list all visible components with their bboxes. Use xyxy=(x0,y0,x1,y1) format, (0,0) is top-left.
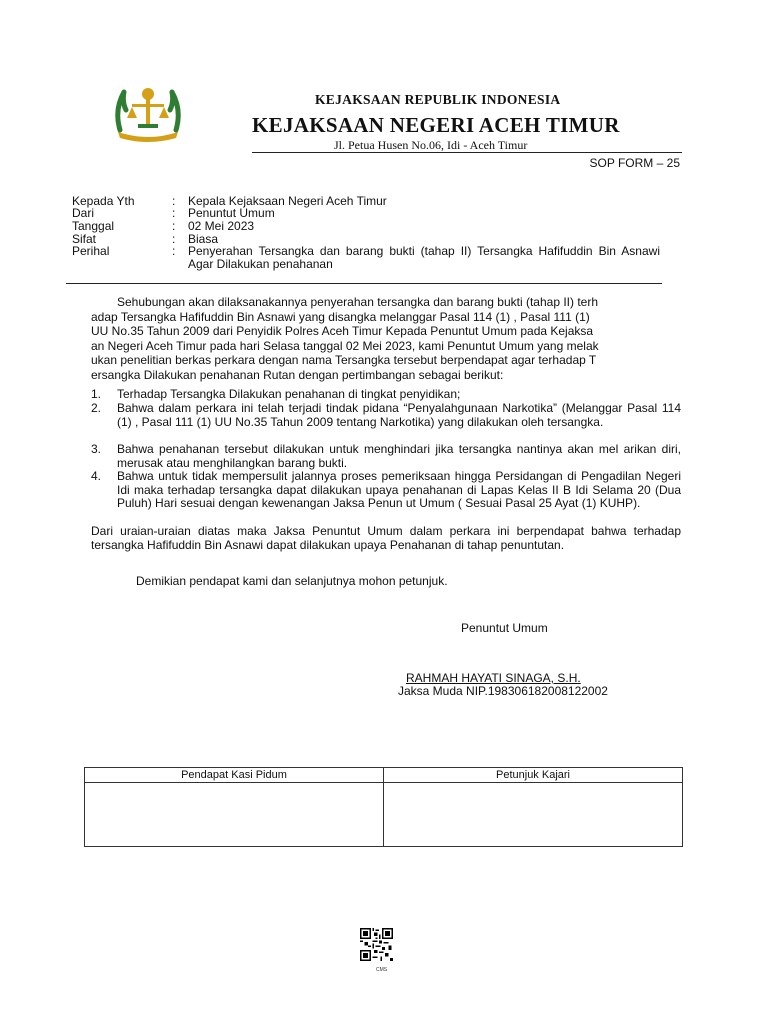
list-item-text: Bahwa untuk tidak mempersulit jalannya proses pemeriksaan hingga Persidangan di Pengadilan Negeri Idi maka terhadap tersangka dapat dilakukan upaya penahanan di Lapas Kelas II B Idi Selama 20 (Dua Puluh) Hari sesuai dengan kewenangan Jaksa Penun ut Umum ( Sesuai Pasal 25 Ayat (1) KUHP). xyxy=(117,469,681,510)
signature-role: Penuntut Umum xyxy=(461,621,548,635)
meta-value: Penyerahan Tersangka dan barang bukti (tahap II) Tersangka Hafifuddin Bin Asnawi Agar Dilakukan penahanan xyxy=(188,244,660,271)
meta-label: Kepada Yth xyxy=(72,194,135,208)
list-item-text: Terhadap Tersangka Dilakukan penahanan di tingkat penyidikan; xyxy=(117,387,461,401)
intro-line: adap Tersangka Hafifuddin Bin Asnawi yang disangka melanggar Pasal 114 (1) , Pasal 111 (1) xyxy=(91,309,590,324)
list-item-number: 3. xyxy=(91,442,102,456)
intro-line: an Negeri Aceh Timur pada hari Selasa tanggal 02 Mei 2023, kami Penuntut Umum yang melak xyxy=(91,338,599,353)
institution-name-national: KEJAKSAAN REPUBLIK INDONESIA xyxy=(315,92,561,107)
intro-line: ersangka Dilakukan penahanan Rutan dengan pertimbangan sebagai berikut: xyxy=(91,367,504,382)
institution-name-local: KEJAKSAAN NEGERI ACEH TIMUR xyxy=(252,113,620,137)
closing-sentence: Demikian pendapat kami dan selanjutnya mohon petunjuk. xyxy=(136,574,448,588)
meta-colon: : xyxy=(172,219,176,233)
signature-name: RAHMAH HAYATI SINAGA, S.H. xyxy=(406,671,581,685)
meta-label: Dari xyxy=(72,206,95,220)
intro-line: Sehubungan akan dilaksanakannya penyerahan tersangka dan barang bukti (tahap II) terh xyxy=(117,295,599,309)
list-item-number: 2. xyxy=(91,401,102,415)
conclusion-paragraph: Dari uraian-uraian diatas maka Jaksa Penuntut Umum dalam perkara ini berpendapat bahwa terhadap tersangka Hafifuddin Bin Asnawi dapat dilakukan upaya Penahanan di tahap penuntutan. xyxy=(91,524,681,552)
meta-colon: : xyxy=(172,194,176,208)
intro-line: ukan penelitian berkas perkara dengan nama Tersangka tersebut berpendapat agar terhadap T xyxy=(91,353,597,367)
review-column-header: Petunjuk Kajari xyxy=(384,768,683,783)
meta-colon: : xyxy=(172,244,176,258)
signature-title: Jaksa Muda NIP.198306182008122002 xyxy=(398,684,608,698)
institution-address: Jl. Petua Husen No.06, Idi - Aceh Timur xyxy=(334,138,528,152)
review-cell-kasi-pidum xyxy=(85,783,384,847)
meta-value: 02 Mei 2023 xyxy=(188,219,255,233)
meta-value: Penuntut Umum xyxy=(188,206,275,220)
list-item-text: Bahwa penahanan tersebut dilakukan untuk menghindari jika tersangka nantinya akan mel arikan diri, merusak atau menghilangkan barang bukti. xyxy=(117,442,681,470)
review-column-header: Pendapat Kasi Pidum xyxy=(85,768,384,783)
meta-label: Sifat xyxy=(72,232,97,246)
kejaksaan-emblem-icon xyxy=(112,80,184,142)
intro-line: UU No.35 Tahun 2009 dari Penyidik Polres Aceh Timur Kepada Penuntut Umum pada Kejaksa xyxy=(91,324,594,338)
list-item-text: Bahwa dalam perkara ini telah terjadi tindak pidana “Penyalahgunaan Narkotika” (Melanggar Pasal 114 (1) , Pasal 111 (1) UU No.35 Tahun 2009 tentang Narkotika) yang dilakukan oleh tersangka. xyxy=(117,401,681,429)
header-divider xyxy=(252,152,682,153)
qr-code-label: CMS xyxy=(376,967,388,973)
intro-paragraph xyxy=(91,295,681,382)
meta-colon: : xyxy=(172,206,176,220)
list-item-number: 4. xyxy=(91,469,102,483)
qr-code-icon xyxy=(360,928,393,961)
form-code: SOP FORM – 25 xyxy=(589,156,680,170)
meta-value: Kepala Kejaksaan Negeri Aceh Timur xyxy=(188,194,387,208)
review-cell-kajari xyxy=(384,783,683,847)
meta-value: Biasa xyxy=(188,232,219,246)
meta-label: Tanggal xyxy=(72,219,115,233)
meta-label: Perihal xyxy=(72,244,110,258)
review-table xyxy=(84,767,683,847)
meta-colon: : xyxy=(172,232,176,246)
section-divider xyxy=(66,283,662,284)
list-item-number: 1. xyxy=(91,387,102,401)
